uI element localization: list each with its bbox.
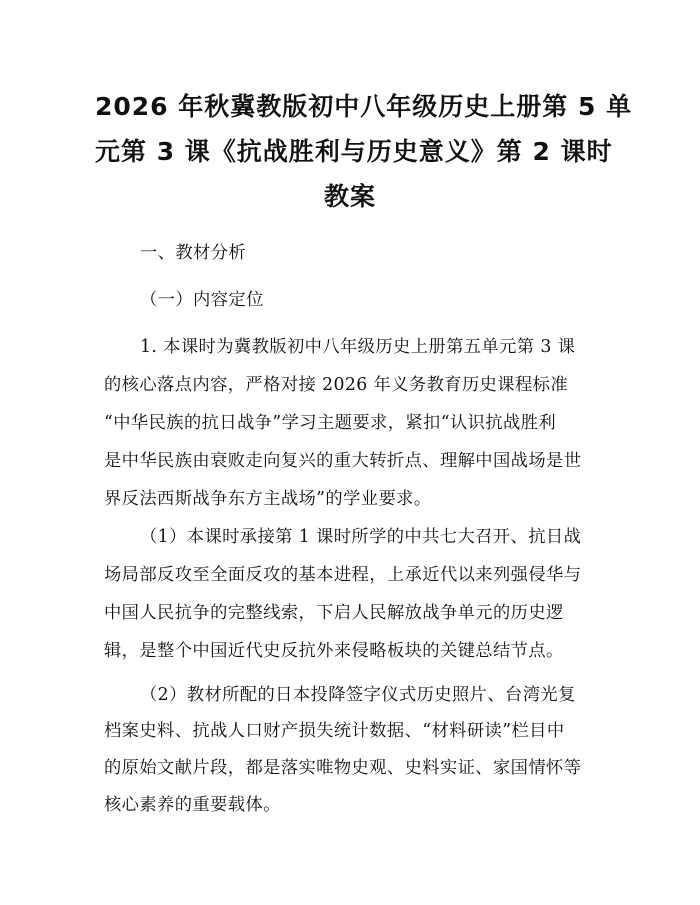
paragraph-line: 界反法西斯战争东方主战场”的学业要求。	[104, 489, 432, 509]
paragraph-line: “中华民族的抗日战争”学习主题要求，紧扣“认识抗战胜利	[104, 413, 557, 433]
paragraph-line: 的原始文献片段，都是落实唯物史观、史料实证、家国情怀等	[104, 758, 582, 778]
title-line: 元第 3 课《抗战胜利与历史意义》第 2 课时	[95, 137, 613, 166]
paragraph-line: （2）教材所配的日本投降签字仪式历史照片、台湾光复	[140, 685, 576, 705]
document-title	[95, 84, 633, 219]
paragraph-line: 场局部反攻至全面反攻的基本进程，上承近代以来列强侵华与	[104, 565, 582, 585]
paragraph-line: （1）本课时承接第 1 课时所学的中共七大召开、抗日战	[140, 527, 582, 547]
paragraph-line: 1. 本课时为冀教版初中八年级历史上册第五单元第 3 课	[140, 337, 576, 357]
paragraph-line: 档案史料、抗战人口财产损失统计数据、“材料研读”栏目中	[104, 721, 565, 741]
paragraph-line: 是中华民族由衰败走向复兴的重大转折点、理解中国战场是世	[104, 451, 582, 471]
section-heading: 一、教材分析	[140, 243, 247, 263]
title-line: 2026 年秋冀教版初中八年级历史上册第 5 单	[95, 92, 633, 121]
paragraph-line: 辑，是整个中国近代史反抗外来侵略板块的关键总结节点。	[104, 641, 564, 661]
subsection-heading: （一）内容定位	[140, 290, 264, 310]
title-line: 教案	[323, 182, 376, 211]
paragraph-line: 核心素养的重要载体。	[104, 795, 281, 815]
paragraph-line: 中国人民抗争的完整线索，下启人民解放战争单元的历史逻	[104, 603, 564, 623]
paragraph-line: 的核心落点内容，严格对接 2026 年义务教育历史课程标准	[104, 375, 569, 395]
